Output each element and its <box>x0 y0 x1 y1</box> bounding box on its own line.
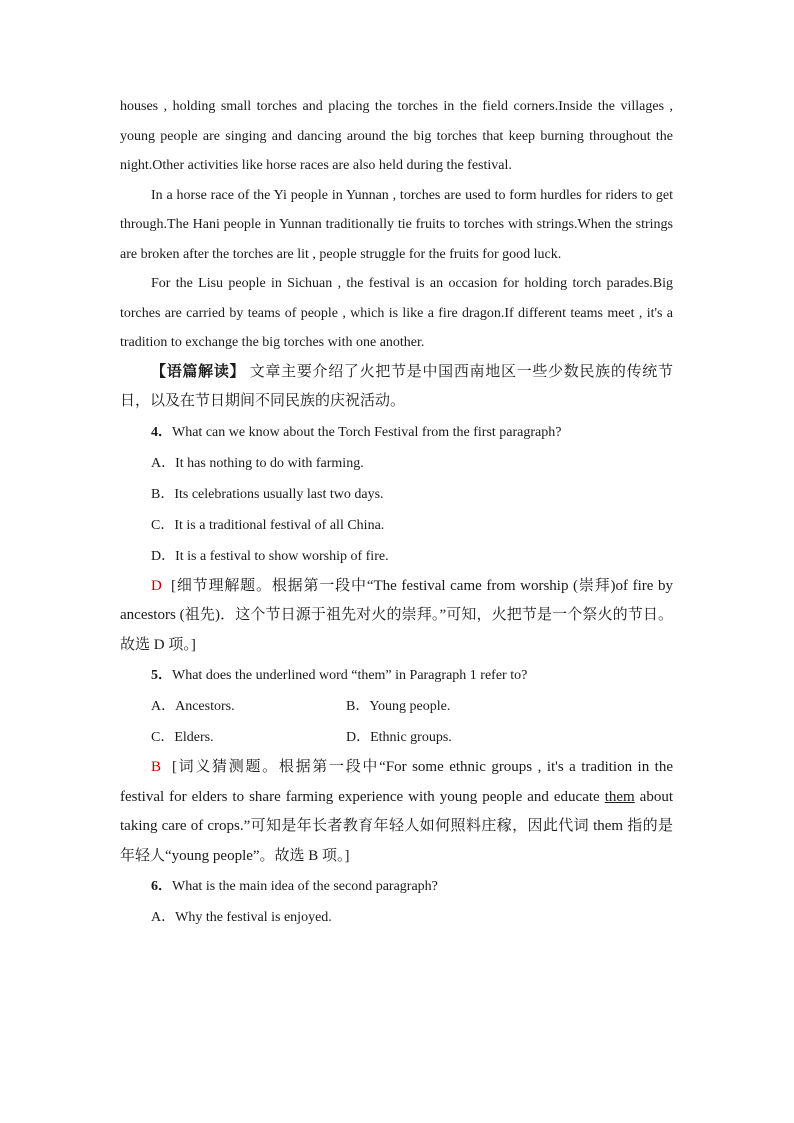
question-stem: What is the main idea of the second paragraph? <box>172 879 438 894</box>
option-5b: B．Young people. <box>346 699 451 714</box>
answer-letter: B <box>151 759 162 775</box>
option-5d: D．Ethnic groups. <box>346 730 452 745</box>
question-stem: What does the underlined word “them” in Paragraph 1 refer to? <box>172 668 528 683</box>
passage-analysis <box>120 358 673 417</box>
analysis-label: 【语篇解读】 <box>151 363 246 380</box>
underlined-word: them <box>604 788 635 805</box>
option-5c: C．Elders. <box>151 730 214 745</box>
options-5-row-1 <box>120 691 673 722</box>
option-5a: A．Ancestors. <box>151 699 235 714</box>
question-4 <box>120 417 673 448</box>
option-4d: D．It is a festival to show worship of fire. <box>151 548 389 564</box>
options-5-row-2 <box>120 722 673 753</box>
explanation-text-post: about taking care of crops.”可知是年长者教育年轻人如何照料庄稼，因此代词 them 指的是年轻人“young people”。故选 B 项。] <box>120 788 674 864</box>
question-number: 6． <box>151 879 172 894</box>
answer-letter: D <box>151 577 162 594</box>
question-6 <box>120 871 673 902</box>
explanation-text: [细节理解题。根据第一段中“The festival came from worship (崇拜)of fire by ancestors (祖先)．这个节日源于祖先对火的崇拜。”可知，火把节是一个祭火的节日。故选 D 项。] <box>120 577 673 653</box>
passage-paragraph-1-continued: houses , holding small torches and placing the torches in the field corners.Inside the villages , young people are singing and dancing around the big torches that keep burning throughout the night.Other activities like horse races are also held during the festival. <box>120 99 673 173</box>
option-4b: B．Its celebrations usually last two days. <box>151 486 384 502</box>
passage-paragraph-2: In a horse race of the Yi people in Yunnan , torches are used to form hurdles for riders to get through.The Hani people in Yunnan traditionally tie fruits to torches with strings.When the strings are broken after the torches are lit , people struggle for the fruits for good luck. <box>120 187 673 262</box>
option-4c: C．It is a traditional festival of all China. <box>151 517 385 533</box>
explanation-text-pre: [词义猜测题。根据第一段中“For some ethnic groups , it's a tradition in the festival for elders to share farming experience with young people and educate <box>120 759 673 805</box>
answer-explanation-4 <box>120 572 673 661</box>
analysis-text: 文章主要介绍了火把节是中国西南地区一些少数民族的传统节日，以及在节日期间不同民族的庆祝活动。 <box>120 363 673 409</box>
passage-paragraph-3: For the Lisu people in Sichuan , the festival is an occasion for holding torch parades.Big torches are carried by teams of people , which is like a fire dragon.If different teams meet , it's a tradition to exchange the big torches with one another. <box>120 276 673 350</box>
option-6a: A．Why the festival is enjoyed. <box>151 910 332 925</box>
question-number: 4． <box>151 424 172 440</box>
answer-explanation-5 <box>120 753 673 871</box>
question-number: 5． <box>151 668 172 683</box>
option-4a: A．It has nothing to do with farming. <box>151 455 364 471</box>
question-stem: What can we know about the Torch Festival from the first paragraph? <box>172 424 562 440</box>
document-page <box>120 92 673 933</box>
question-5 <box>120 660 673 691</box>
